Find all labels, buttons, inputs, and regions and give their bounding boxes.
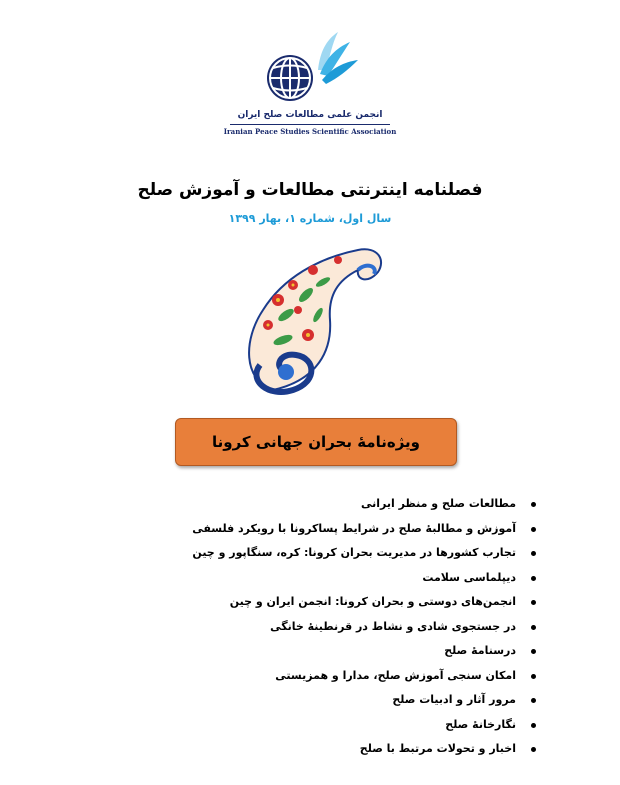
logo-name-english: Iranian Peace Studies Scientific Association — [223, 127, 397, 136]
topic-text: آموزش و مطالبهٔ صلح در شرایط پساکرونا با رویکرد فلسفی — [192, 521, 516, 535]
list-item — [118, 688, 538, 713]
bullet-icon — [531, 723, 536, 728]
list-item — [118, 492, 538, 517]
topic-text: مرور آثار و ادبیات صلح — [392, 693, 516, 706]
bullet-icon — [531, 674, 536, 679]
topic-text: اخبار و تحولات مرتبط با صلح — [359, 742, 516, 755]
paisley-ornament-icon — [238, 240, 388, 400]
list-item — [118, 517, 538, 542]
association-logo — [220, 30, 400, 145]
list-item — [118, 664, 538, 689]
list-item — [118, 713, 538, 738]
topic-text: امکان سنجی آموزش صلح، مدارا و همزیستی — [275, 668, 516, 682]
special-issue-banner: ویژه‌نامهٔ بحران جهانی کرونا — [175, 418, 457, 466]
issue-info: سال اول، شماره ۱، بهار ۱۳۹۹ — [228, 212, 392, 225]
topic-text: نگارخانهٔ صلح — [445, 717, 516, 731]
bullet-icon — [531, 600, 536, 605]
topic-text: دیپلماسی سلامت — [422, 570, 516, 584]
globe-wing-icon — [260, 30, 360, 108]
list-item — [118, 541, 538, 566]
bullet-icon — [531, 649, 536, 654]
bullet-icon — [531, 576, 536, 581]
list-item — [118, 566, 538, 591]
bullet-icon — [531, 502, 536, 507]
bullet-icon — [531, 551, 536, 556]
bullet-icon — [531, 747, 536, 752]
list-item — [118, 590, 538, 615]
list-item — [118, 639, 538, 664]
topic-text: درسنامهٔ صلح — [444, 644, 516, 657]
topic-text: تجارب کشورها در مدیریت بحران کرونا: کره، سنگاپور و چین — [192, 546, 516, 559]
topic-text: در جستجوی شادی و نشاط در قرنطینهٔ خانگی — [270, 619, 516, 633]
bullet-icon — [531, 527, 536, 532]
list-item — [118, 737, 538, 762]
bullet-icon — [531, 698, 536, 703]
logo-divider — [230, 124, 390, 125]
topic-text: انجمن‌های دوستی و بحران کرونا: انجمن ایران و چین — [229, 595, 516, 608]
topic-text: مطالعات صلح و منظر ایرانی — [360, 497, 516, 510]
bullet-icon — [531, 625, 536, 630]
journal-title: فصلنامه اینترنتی مطالعات و آموزش صلح — [137, 180, 483, 200]
topics-list — [118, 492, 538, 762]
list-item — [118, 615, 538, 640]
logo-name-persian: انجمن علمی مطالعات صلح ایران — [237, 110, 383, 120]
